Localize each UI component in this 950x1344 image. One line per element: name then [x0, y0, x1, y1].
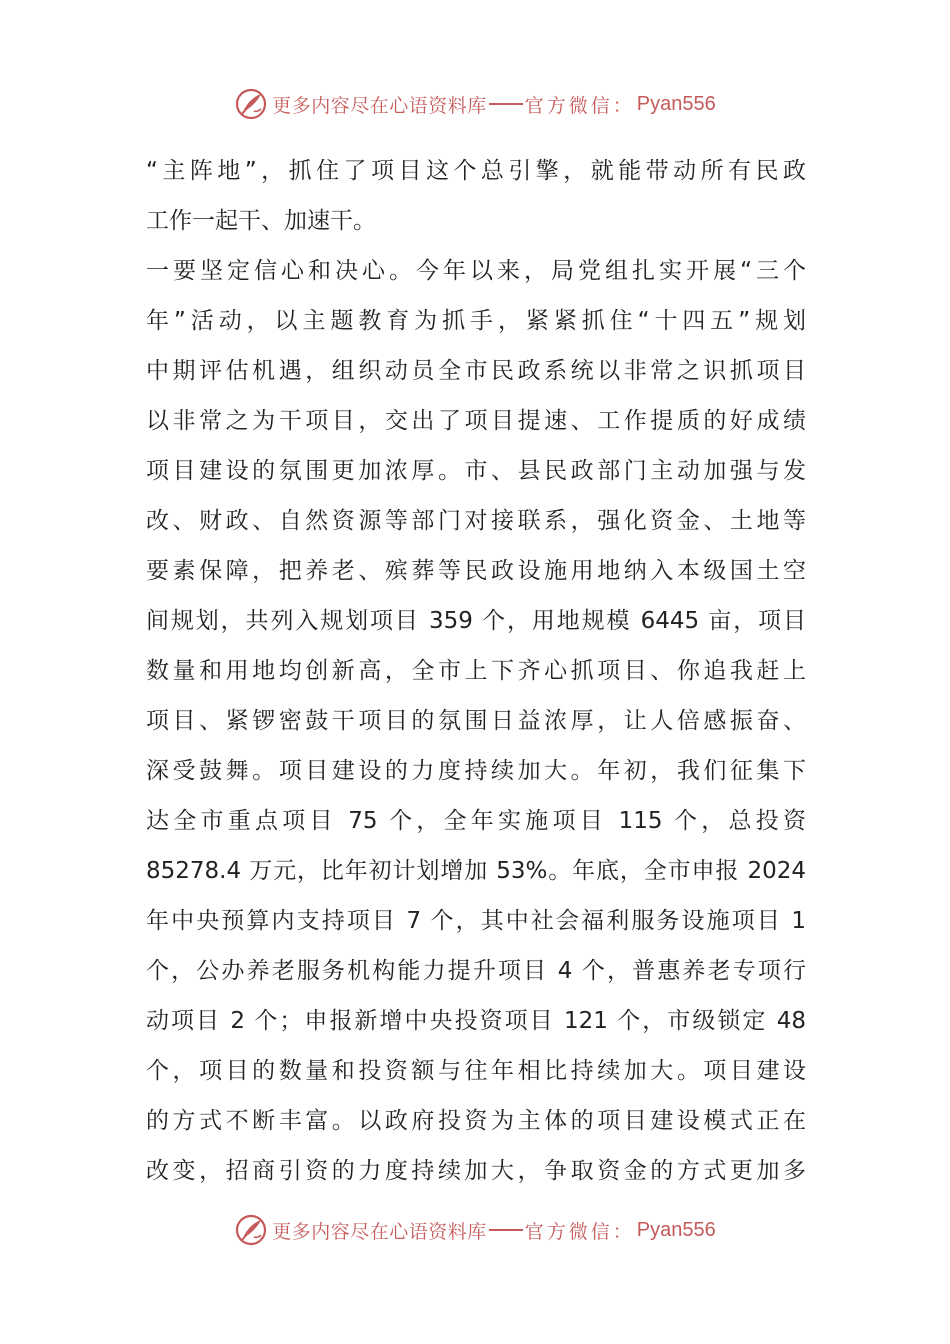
- body-line: “主阵地”，抓住了项目这个总引擎，就能带动所有民政: [146, 158, 806, 184]
- footer-watermark: [0, 1210, 950, 1250]
- body-line: 中期评估机遇，组织动员全市民政系统以非常之识抓项目: [146, 358, 806, 384]
- body-line: 间规划，共列入规划项目 359 个，用地规模 6445 亩，项目: [146, 608, 806, 634]
- watermark-text: 更多内容尽在心语资料库: [272, 94, 487, 117]
- quill-logo-icon: [234, 1213, 268, 1247]
- watermark-wechat-id: Pyan556: [636, 92, 716, 115]
- watermark-wechat-label: 官方微信：: [524, 1220, 635, 1243]
- body-line: 项目、紧锣密鼓干项目的氛围日益浓厚，让人倍感振奋、: [146, 708, 806, 734]
- watermark-dash: [489, 1229, 523, 1231]
- watermark-text: 更多内容尽在心语资料库: [272, 1220, 487, 1243]
- watermark-wechat-id: Pyan556: [636, 1218, 716, 1241]
- body-line: 年中央预算内支持项目 7 个，其中社会福利服务设施项目 1: [146, 908, 806, 934]
- body-line: 改、财政、自然资源等部门对接联系，强化资金、土地等: [146, 508, 806, 534]
- body-line: 个，项目的数量和投资额与往年相比持续加大。项目建设: [146, 1058, 806, 1084]
- body-line: 以非常之为干项目，交出了项目提速、工作提质的好成绩: [146, 408, 806, 434]
- body-line: 数量和用地均创新高，全市上下齐心抓项目、你追我赶上: [146, 658, 806, 684]
- watermark-wechat-label: 官方微信：: [524, 94, 635, 117]
- body-line: 动项目 2 个；申报新增中央投资项目 121 个，市级锁定 48: [146, 1008, 806, 1034]
- body-line: 85278.4 万元，比年初计划增加 53%。年底，全市申报 2024: [146, 858, 806, 884]
- body-line: 项目建设的氛围更加浓厚。市、县民政部门主动加强与发: [146, 458, 806, 484]
- body-line: 工作一起干、加速干。: [146, 208, 376, 234]
- body-line: 达全市重点项目 75 个，全年实施项目 115 个，总投资: [146, 808, 806, 834]
- body-line: 个，公办养老服务机构能力提升项目 4 个，普惠养老专项行: [146, 958, 806, 984]
- body-line: 的方式不断丰富。以政府投资为主体的项目建设模式正在: [146, 1108, 806, 1134]
- body-line: 深受鼓舞。项目建设的力度持续加大。年初，我们征集下: [146, 758, 806, 784]
- body-line: 改变，招商引资的力度持续加大，争取资金的方式更加多: [146, 1158, 806, 1184]
- body-line: 要素保障，把养老、殡葬等民政设施用地纳入本级国土空: [146, 558, 806, 584]
- body-line: 年”活动，以主题教育为抓手，紧紧抓住“十四五”规划: [146, 308, 806, 334]
- body-line: 一要坚定信心和决心。今年以来，局党组扎实开展“三个: [146, 258, 806, 284]
